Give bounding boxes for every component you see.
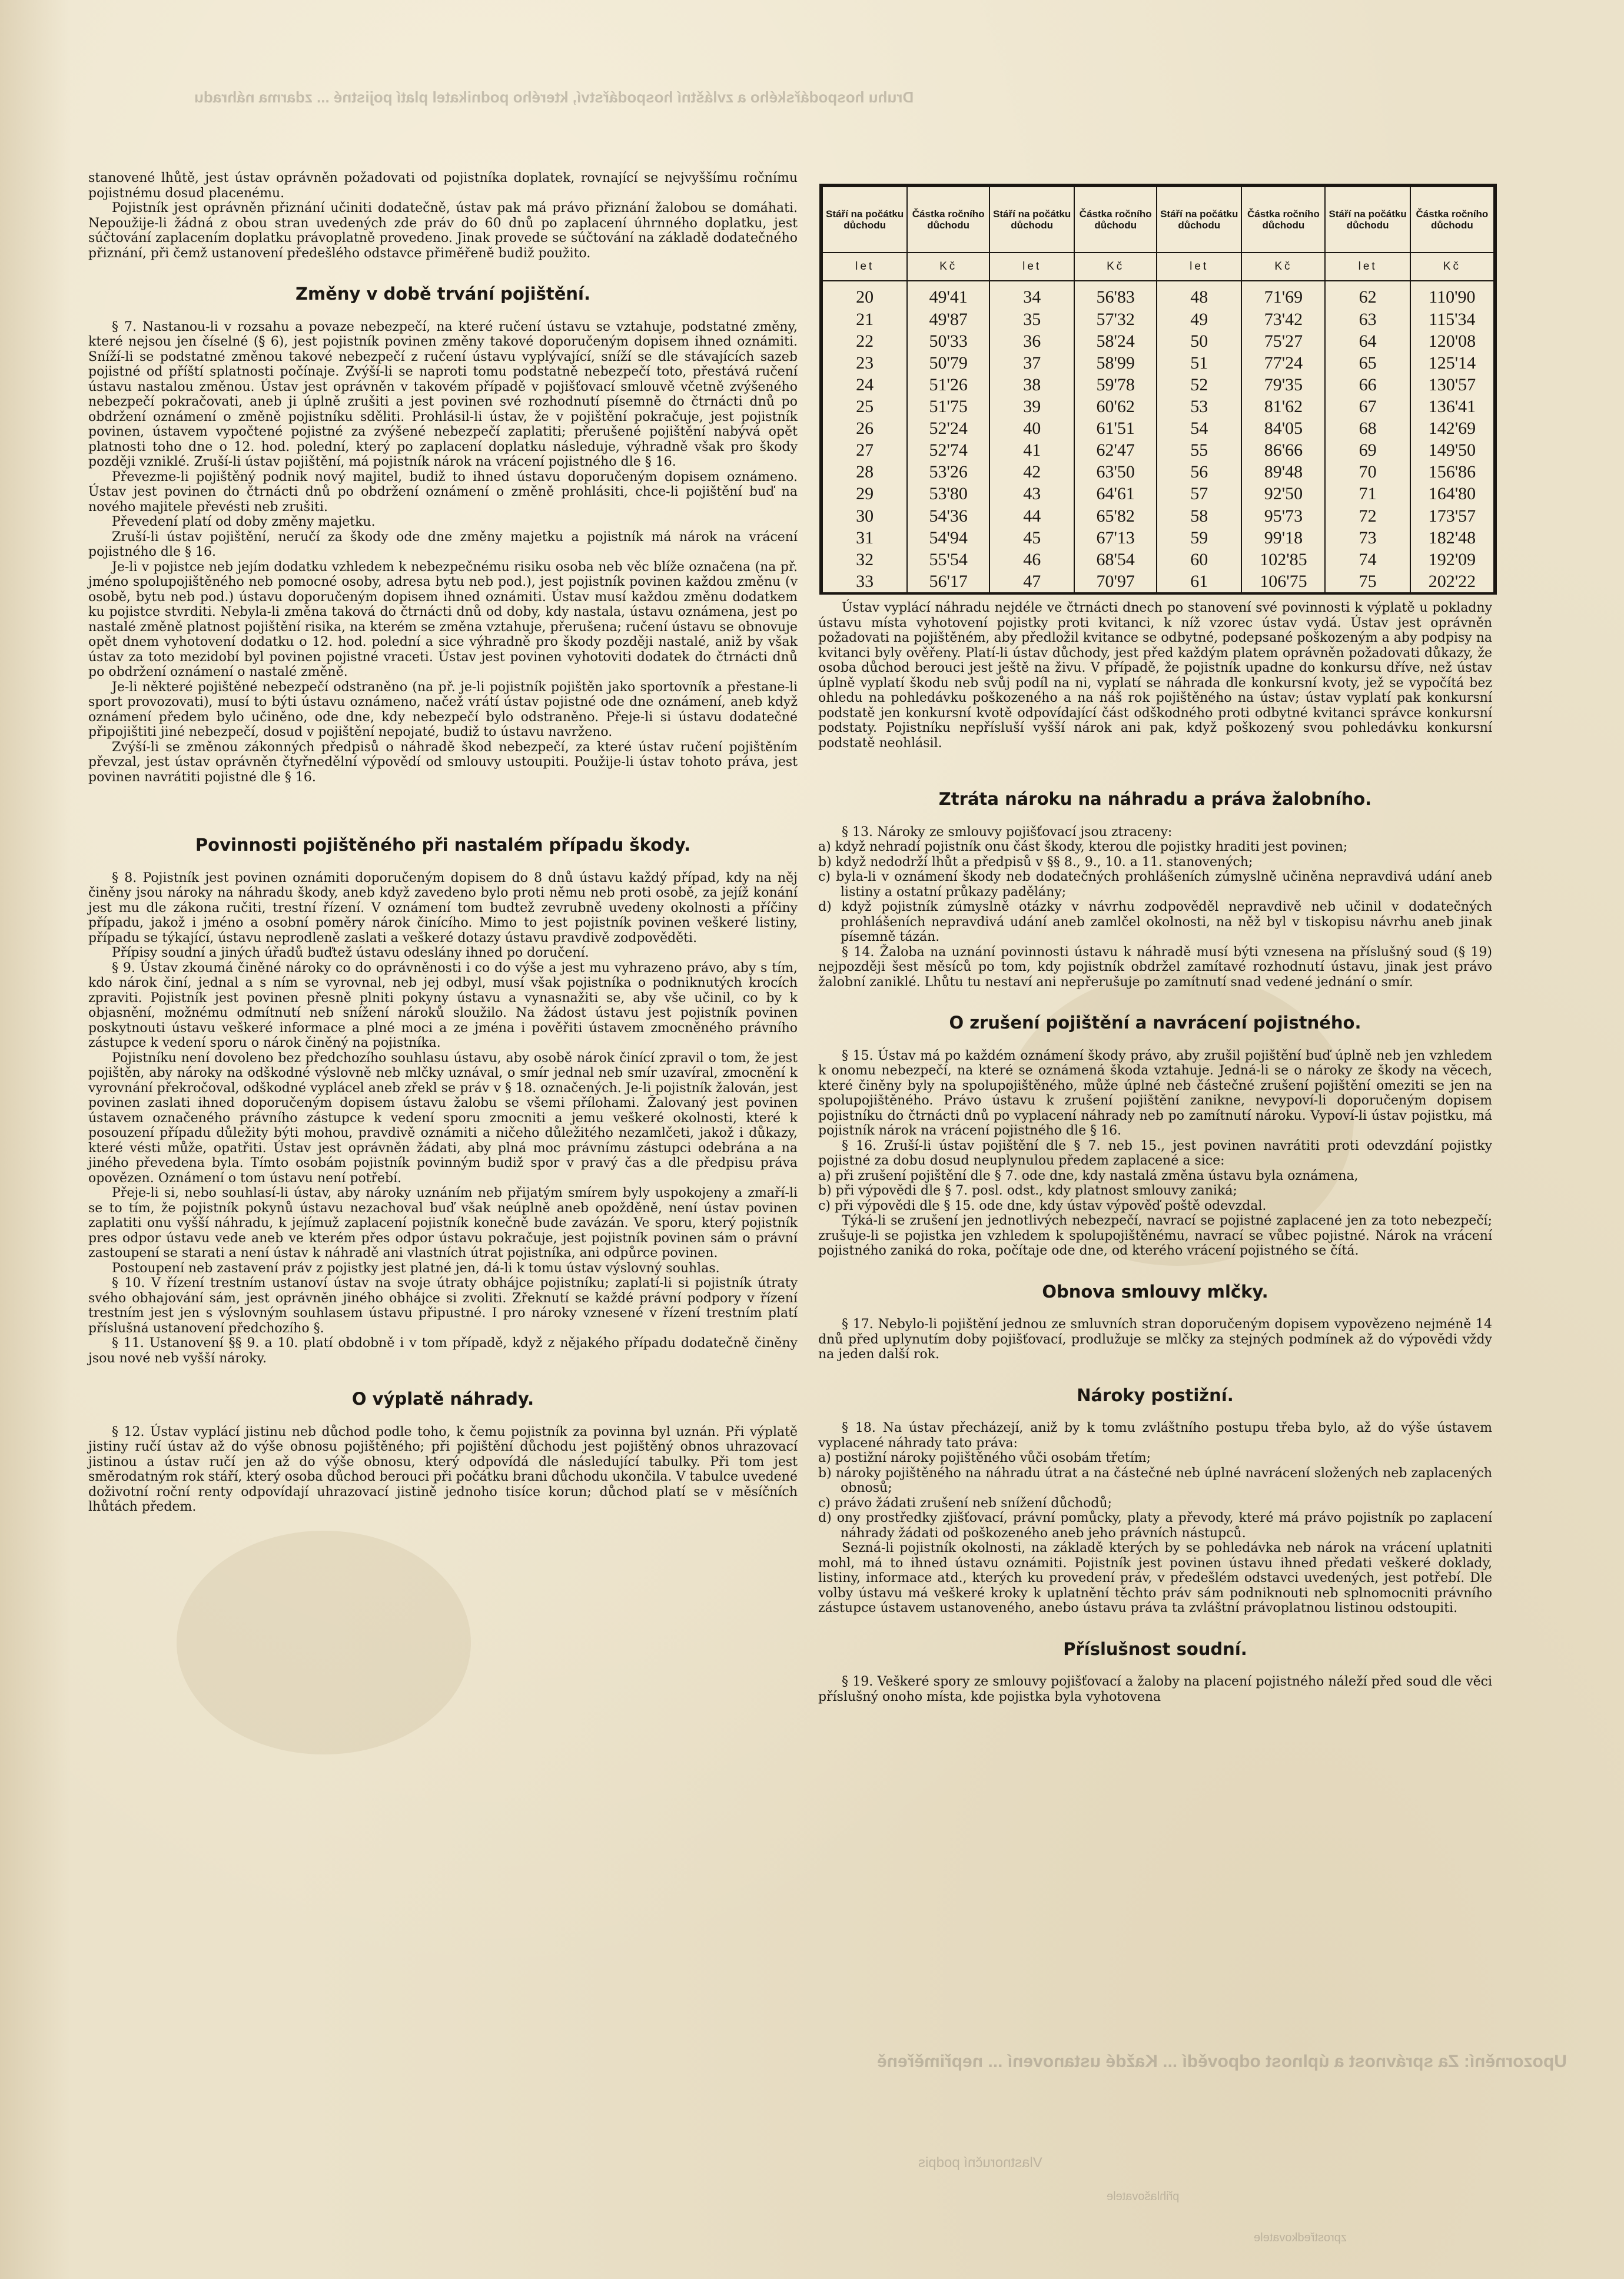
table-cell-age: 33 [822,570,907,592]
table-cell-amount: 136'41 [1410,396,1494,417]
paragraph: Pojistník jest oprávněn přiznání učiniti dodatečně, ústav pak má právo přiznání žalobou se domáhati. Nepoužije-li žádná z obou stran uvedených zde práv do 60 dnů po zaplacení úhrnného doplatku, jest súčtování zaplacením doplatku právoplatně provedeno. Jinak provede se súčtování na základě dodatečného přiznání, při čemž ustanovení předešlého odstavce přiměřeně budiž použito. [88,201,798,261]
table-cell-age: 55 [1157,439,1241,461]
table-cell-amount: 182'48 [1410,527,1494,549]
table-cell-age: 29 [822,483,907,505]
paragraph: Převedení platí od doby změny majetku. [112,515,376,529]
paragraph: Zruší-li ústav pojištění, neručí za škody ode dne změny majetku a pojistník má nárok na vrácení pojistného dle § 16. [88,529,798,559]
unit-label: let [1157,253,1241,280]
table-cell-amount: 65'82 [1074,505,1157,527]
table-cell-amount: 192'09 [1410,549,1494,570]
show-through-line: Upozornění: Za správnost a úplnost odpovědí ... Každé ustanovení ... nepřiměřeně [877,2052,1567,2071]
table-cell-age: 57 [1157,483,1241,505]
table-cell-age: 67 [1325,396,1410,417]
table-cell-amount: 92'50 [1241,483,1325,505]
table-cell-age: 32 [822,549,907,570]
table-cell-amount: 102'85 [1241,549,1325,570]
table-cell-age: 65 [1325,352,1410,374]
table-cell-amount: 79'35 [1241,374,1325,396]
paragraph: Je-li v pojistce neb jejím dodatku vzhledem k nebezpečnému risiku osoba neb věc blíže označena (na př. jméno spolupojištěného neb pomocné osoby, adresa bytu neb pod.), jest pojistník povinen každou změnu (v osobě, bytu neb pod.) ústavu doporučeným dopisem ihned oznámiti. Ústav musí každou změnu dodatkem ku pojistce stvrditi. Nebyla-li změna taková do čtrnácti dnů od doby, kdy nastala, ústavu oznámena, jest po nastalé změně platnost pojištění risika, na kterém se změna vztahuje, přerušena; ručení ústavu se obnovuje opět dnem vyhotovení dodatku o 12. hod. polední a sice výhradně pro škody později nastalé, aniž by však ústav za toto mezidobí byl povinen pojistné vraceti. Ústav jest povinen vyhotoviti dodatek do čtrnácti dnů po obdržení oznámení o nastalé změně. [88,559,798,679]
table-cell-age: 68 [1325,417,1410,439]
section-heading: Povinnosti pojištěného při nastalém případu škody. [195,835,691,855]
left-column [88,171,798,1515]
table-cell-amount: 59'78 [1074,374,1157,396]
table-cell-age: 40 [989,417,1074,439]
paragraph: § 14. Žaloba na uznání povinnosti ústavu k náhradě musí býti vznesena na příslušný soud (§ 19) nejpozději šest měsíců po tom, kdy pojistník obdržel zamítavé rozhodnutí ústavu, jinak jest právo žalobní zaniklé. Lhůtu tu nestaví ani nepřerušuje po zamítnutí snad vedené jednání o smír. [818,944,1492,990]
table-cell-amount: 130'57 [1410,374,1494,396]
table-cell-amount: 70'97 [1074,570,1157,592]
table-cell-amount: 84'05 [1241,417,1325,439]
table-cell-age: 37 [989,352,1074,374]
list-item: b) nároky pojištěného na náhradu útrat a na částečné neb úplné navrácení složených neb zaplacených obnosů; [818,1465,1492,1495]
table-cell-amount: 50'33 [907,330,989,352]
table-cell-amount: 58'99 [1074,352,1157,374]
table-cell-age: 36 [989,330,1074,352]
table-cell-amount: 156'86 [1410,461,1494,483]
table-cell-age: 54 [1157,417,1241,439]
table-cell-age: 38 [989,374,1074,396]
table-cell-age: 31 [822,527,907,549]
right-column [818,601,1492,1704]
table-cell-age: 59 [1157,527,1241,549]
section-heading: Příslušnost soudní. [1063,1638,1247,1659]
section-heading: O výplatě náhrady. [351,1389,534,1409]
table-row [822,527,1494,549]
show-through-line: přihlašovatele [1107,2190,1180,2203]
table-row [822,505,1494,527]
table-row [822,483,1494,505]
table-cell-age: 24 [822,374,907,396]
show-through-line: zprostředkovatele [1254,2231,1347,2244]
table-cell-age: 61 [1157,570,1241,592]
paragraph: § 8. Pojistník jest povinen oznámiti doporučeným dopisem do 8 dnů ústavu každý případ, kdy na něj činěny jsou nároky na náhradu škody, aneb když zavedeno bylo proti němu neb proti osobě, za jejíž konání jest mu dle zákona ručiti, trestní řízení. V oznámení tom budtež zevrubně uvedeny okolnosti a příčiny případu, jakož i jméno a osobní poměry nárok činícího. Mimo to jest pojistník povinen veškeré listiny, případu se týkající, ústavu neprodleně zaslati a veškeré dotazy ústavu pravdivě zodpověděti. [88,870,798,946]
table-cell-amount: 81'62 [1241,396,1325,417]
table-cell-age: 46 [989,549,1074,570]
table-cell-age: 34 [989,281,1074,308]
unit-label: Kč [907,253,989,280]
table-cell-age: 66 [1325,374,1410,396]
table-cell-age: 27 [822,439,907,461]
list-item: c) byla-li v oznámení škody neb dodatečných prohlášeních zúmyslně učiněna nepravdivá udání aneb listiny a ostatní průkazy padělány; [818,870,1492,900]
paragraph: § 16. Zruší-li ústav pojištění dle § 7. neb 15., jest povinen navrátiti proti odevzdání pojistky pojistné za dobu dosud neuplynulou předem zaplacené a sice: [818,1138,1492,1168]
table-row [822,439,1494,461]
table-row [822,374,1494,396]
paper-edge [0,0,71,2279]
paragraph: § 11. Ustanovení §§ 9. a 10. platí obdobně i v tom případě, když z nějakého případu dodatečně činěny jsou nové neb vyšší nároky. [88,1336,798,1366]
table-cell-age: 21 [822,308,907,330]
table-header-amount: Částka ročního důchodu [907,187,989,253]
paragraph: § 18. Na ústav přecházejí, aniž by k tomu zvláštního postupu třeba bylo, až do výše ústavem vyplacené náhrady tato práva: [818,1421,1492,1451]
table-cell-age: 60 [1157,549,1241,570]
table-header-age: Stáří na počátku důchodu [989,187,1074,253]
table-cell-age: 39 [989,396,1074,417]
table-cell-amount: 51'26 [907,374,989,396]
paragraph: Postoupení neb zastavení práv z pojistky jest platné jen, dá-li k tomu ústav výslovný souhlas. [112,1260,720,1276]
table-cell-age: 43 [989,483,1074,505]
section-heading: Změny v době trvání pojištění. [295,284,591,304]
table-row [822,461,1494,483]
paragraph: § 19. Veškeré spory ze smlouvy pojišťovací a žaloby na placení pojistného náleží před soud dle věci příslušný onoho místa, kde pojistka byla vyhotovena [818,1674,1492,1704]
section-heading: Ztráta nároku na náhradu a práva žalobního. [938,789,1372,809]
table-cell-amount: 106'75 [1241,570,1325,592]
table-cell-amount: 58'24 [1074,330,1157,352]
table-row [822,570,1494,592]
table-cell-amount: 75'27 [1241,330,1325,352]
list-item: d) ony prostředky zjišťovací, právní pomůcky, platy a převody, které má právo pojistník po zaplacení náhrady žádati od poškozeného aneb jeho právních nástupců. [818,1511,1492,1541]
list-item: a) postižní nároky pojištěného vůči osobám třetím; [818,1451,1151,1465]
table-cell-amount: 115'34 [1410,308,1494,330]
table-cell-amount: 89'48 [1241,461,1325,483]
table-cell-age: 75 [1325,570,1410,592]
table-cell-amount: 63'50 [1074,461,1157,483]
table-cell-age: 51 [1157,352,1241,374]
table-cell-age: 50 [1157,330,1241,352]
paragraph: Převezme-li pojištěný podnik nový majitel, budiž to ihned ústavu doporučeným dopisem oznámeno. Ústav jest povinen do čtrnácti dnů po obdržení oznámení o změně prohlásiti, chce-li pojištění buď na nového majitele převésti neb zrušiti. [88,469,798,515]
list-item: c) při výpovědi dle § 15. ode dne, kdy ústav výpověď poště odevzdal. [818,1198,1267,1213]
paragraph: Přípisy soudní a jiných úřadů buďtež ústavu odeslány ihned po doručení. [112,946,589,960]
list-item: c) právo žádati zrušení neb snížení důchodů; [818,1495,1112,1511]
table-cell-amount: 52'24 [907,417,989,439]
table-header-age: Stáří na počátku důchodu [1325,187,1410,253]
table-cell-age: 53 [1157,396,1241,417]
paragraph: Přeje-li si, nebo souhlasí-li ústav, aby nároky uznáním neb přijatým smírem byly uspokojeny a zmaří-li se to tím, že pojistník pokynů ústavu nezachoval buď však neúplně aneb opožděně, není ústav povinen zaplatiti onu vyšší náhradu, k jejímuž zaplacení pojistník konečně bude zavázán. Ve sporu, který pojistník pres odpor ústavu vede aneb ve kterém přes odpor ústavu pokračuje, jest pojistník povinen sám o právní zastoupení se starati a není ústav k náhradě ani vlastních útrat pojistníka, ani odpůrce povinen. [88,1186,798,1260]
table-cell-age: 26 [822,417,907,439]
table-cell-amount: 52'74 [907,439,989,461]
table-cell-age: 23 [822,352,907,374]
table-cell-age: 58 [1157,505,1241,527]
table-cell-amount: 56'83 [1074,281,1157,308]
section-heading: O zrušení pojištění a navrácení pojistného. [949,1013,1361,1033]
table-cell-amount: 60'62 [1074,396,1157,417]
table-cell-amount: 51'75 [907,396,989,417]
table-row [822,308,1494,330]
list-item: b) při výpovědi dle § 7. posl. odst., kdy platnost smlouvy zaniká; [818,1183,1237,1198]
paragraph: Sezná-li pojistník okolnosti, na základě kterých by se pohledávka neb nárok na vrácení uplatniti mohl, má to ihned ústavu oznámiti. Pojistník jest povinen ústavu ihned předati veškeré doklady, listiny, informace atd., kterých ku provedení práv, v předešlém odstavci uvedených, jest potřebí. Dle volby ústavu má veškeré kroky k uplatnění těchto práv sám podniknouti neb splnomocniti právního zástupce ústavem ustanoveného, anebo ústavu práva ta zvláštní právoplatnou listinou odstoupiti. [818,1541,1492,1615]
table-cell-amount: 77'24 [1241,352,1325,374]
annuity-table [819,184,1497,595]
table-cell-amount: 120'08 [1410,330,1494,352]
table-cell-age: 64 [1325,330,1410,352]
unit-label: Kč [1410,253,1494,280]
table-cell-age: 63 [1325,308,1410,330]
table-row [822,330,1494,352]
table-row [822,396,1494,417]
show-through-top: Druhu hospodářského a zvláštní hospodářství, kterého podnikatel platí pojistné ... zdarma náhradu [194,88,914,106]
table-cell-age: 30 [822,505,907,527]
table-row [822,417,1494,439]
unit-label: let [1325,253,1410,280]
paragraph: Ústav vyplácí náhradu nejdéle ve čtrnácti dnech po stanovení své povinnosti k výplatě u pokladny ústavu místa vyhotovení pojistky proti kvitanci, k níž vzorec ústav vydá. Ústav jest oprávněn požadovati na pojištěném, aby předložil kvitance se odbytné, podepsané poškozeným a aby podpisy na kvitanci byly ověřeny. Platí-li ústav důchody, jest před každým platem oprávněn požadovati důkazy, že osoba důchod berouci jest ještě na živu. V případě, že pojistník upadne do konkursu dříve, než ústav úplně vyplatí škodu neb svůj podíl na ni, vyplatí se náhrada dle konkursní kvoty, jež se vypočítá bez ohledu na pohledávku poškozeného a na náš rok pojištěného na ústav; ústav vyplatí pak konkursní podstatě jen konkursní kvotě odpovídající část odškodného proti odbytné kvitanci správce konkursní podstaty. Pojistníku nepřísluší vyšší nárok ani pak, když poškozený svou pohledávku konkursní podstatě neohlásil. [818,601,1492,751]
list-item: d) když pojistník zúmyslně otázky v návrhu zodpověděl nepravdivě neb učinil v dodatečných prohlášeních nepravdivá udání aneb zamlčel okolnosti, na něž byl v tiskopisu návrhu aneb jinak písemně tázán. [818,900,1492,944]
table-cell-age: 70 [1325,461,1410,483]
table-row [822,549,1494,570]
table-cell-amount: 86'66 [1241,439,1325,461]
table-cell-amount: 49'41 [907,281,989,308]
paragraph: § 13. Nároky ze smlouvy pojišťovací jsou ztraceny: [842,824,1173,840]
unit-label: Kč [1074,253,1157,280]
table-cell-age: 41 [989,439,1074,461]
table-cell-amount: 57'32 [1074,308,1157,330]
table-cell-age: 45 [989,527,1074,549]
table-cell-age: 49 [1157,308,1241,330]
table-cell-age: 44 [989,505,1074,527]
table-header-age: Stáří na počátku důchodu [1157,187,1241,253]
table-cell-amount: 55'54 [907,549,989,570]
table-cell-age: 28 [822,461,907,483]
table-cell-amount: 68'54 [1074,549,1157,570]
table-cell-amount: 142'69 [1410,417,1494,439]
table-cell-amount: 67'13 [1074,527,1157,549]
list-item: a) když nehradí pojistník onu část škody, kterou dle pojistky hraditi jest povinen; [818,840,1348,854]
annuity-table-grid [822,186,1495,592]
table-cell-amount: 54'36 [907,505,989,527]
section-heading: Obnova smlouvy mlčky. [1042,1281,1268,1302]
paragraph: § 15. Ústav má po každém oznámení škody právo, aby zrušil pojištění buď úplně neb jen vzhledem k onomu nebezpečí, na které se oznámená škoda vztahuje. Jedná-li se o nároky ze škody na věcech, které činěny byly na spolupojištěného, může úplné neb částečné zrušení pojištění omeziti se jen na spolupojištěného. Právo ústavu k zrušení pojištění zanikne, nevypoví-li doporučeným dopisem pojistníku do čtrnácti dnů po vyplacení náhrady neb po zamítnutí nároku. Vypoví-li ústav pojistku, má pojistník nárok na vrácení pojistného dle § 16. [818,1048,1492,1138]
table-cell-age: 62 [1325,281,1410,308]
list-item: a) při zrušení pojištění dle § 7. ode dne, kdy nastalá změna ústavu byla oznámena, [818,1168,1359,1183]
table-cell-age: 47 [989,570,1074,592]
table-cell-age: 73 [1325,527,1410,549]
table-cell-amount: 110'90 [1410,281,1494,308]
table-cell-age: 56 [1157,461,1241,483]
table-cell-amount: 53'26 [907,461,989,483]
table-cell-age: 25 [822,396,907,417]
section-heading: Nároky postižní. [1077,1385,1234,1405]
table-row [822,352,1494,374]
table-cell-amount: 53'80 [907,483,989,505]
unit-label: let [822,253,907,280]
table-cell-amount: 125'14 [1410,352,1494,374]
paragraph: § 17. Nebylo-li pojištění jednou ze smluvních stran doporučeným dopisem vypovězeno nejméně 14 dnů před uplynutím doby pojišťovací, prodlužuje se mlčky za stejných podmínek až do výpovědi vždy na jeden další rok. [818,1317,1492,1362]
table-cell-amount: 50'79 [907,352,989,374]
table-cell-amount: 64'61 [1074,483,1157,505]
table-cell-age: 35 [989,308,1074,330]
paragraph: § 9. Ústav zkoumá činěné nároky co do oprávněnosti i co do výše a jest mu vyhrazeno právo, aby s tím, kdo nárok činí, jednal a s ním se vyrovnal, neb jej odbyl, musí však pojistníka o podniknutých krocích zpraviti. Pojistník jest povinen přesně plniti pokyny ústavu a vynasnažiti se, aby vše učinil, co by k objasnění, možnému odmítnutí neb snížení nároků sloužilo. Na žádost ústavu jest pojistník povinen poskytnouti ústavu veškeré informace a plné moci a ze jména i pověřiti ústavem zmocněného právního zástupce k vedení sporu o nárok činěný na pojistníka. [88,960,798,1050]
paragraph: Týká-li se zrušení jen jednotlivých nebezpečí, navrací se pojistné zaplacené jen za toto nebezpečí; zrušuje-li se pojistka jen vzhledem k spolupojištěnému, navrací se vůbec pojistné. Nárok na vrácení pojistného zaniká do roka, počítaje ode dne, od kterého vrácení pojistného se čítá. [818,1213,1492,1258]
table-cell-age: 48 [1157,281,1241,308]
table-cell-amount: 99'18 [1241,527,1325,549]
table-cell-age: 74 [1325,549,1410,570]
paragraph: § 10. V řízení trestním ustanoví ústav na svoje útraty obhájce pojistníku; zaplatí-li si pojistník útraty svého obhajování sám, jest oprávněn jiného obhájce si zvoliti. Zřeknutí se každé právní podpory v řízení trestním jest jen s výslovným souhlasem ústavu připustné. I pro nároky vznesené v řízení trestním platí příslušná ustanovení předchozího §. [88,1276,798,1336]
table-header-age: Stáří na počátku důchodu [822,187,907,253]
paragraph: Pojistníku není dovoleno bez předchozího souhlasu ústavu, aby osobě nárok činící zpravil o tom, že jest pojištěn, aby nároky na odškodné výslovně neb mlčky uznával, o smír jednal neb smír uzavíral, zmocnění k vyrovnání překročoval, odškodné vyplácel aneb zřekl se práv v § 18. označených. Je-li pojistník žalován, jest povinen zaslati ihned doporučeným dopisem ústavu žalobu se všemi přílohami. Žalovaný jest povinen ústavem označeného právního zástupce k vedení sporu zmocniti a jemu veškeré okolnosti, které k posouzení případu důležity býti mohou, pravdivě oznámiti a ničeho důležitého nezamlčeti, jakož i důkazy, které vésti může, opatřiti. Ústav jest oprávněn žádati, aby plná moc právnímu zástupci odebrána a na jiného převedena byla. Tímto osobám pojistník povinným budiž spor v pravý čas a dle předpisu práva opovězen. Oznámení o tom ústavu není potřebí. [88,1050,798,1186]
table-cell-amount: 62'47 [1074,439,1157,461]
paragraph: § 7. Nastanou-li v rozsahu a povaze nebezpečí, na které ručení ústavu se vztahuje, podstatné změny, které nejsou jen číselné (§ 6), jest pojistník povinen změny takové doporučeným dopisem ihned oznámiti. Sníží-li se podstatné změnou takové nebezpečí z ručení ústavu vyplývající, sníží se dle stávajících sazeb pojistné od příští splatnosti počínaje. Zvýší-li se naproti tomu podstatně nebezpečí toto, přestává ručení ústavu nastalou změnou. Ústav jest oprávněn v takovém případě v pojišťovací smlouvě včetně zvýšeného nebezpečí pokračovati, aneb ji úplně zrušiti a jest povinen své rozhodnutí písemně do čtrnácti dnů po obdržení oznámení o změně pojistníku sděliti. Prohlásil-li ústav, že v pojištění pokračuje, jest pojistník povinen, ústavem vypočtené pojistné za zvýšené nebezpečí zaplatiti; přerušené pojištění nabývá opět platnosti toho dne o 12. hod. polední, který po zaplacení doplatku následuje, výhradně však pro škody později vzniklé. Zruší-li ústav pojištění, má pojistník nárok na vrácení pojistného dle § 16. [88,319,798,469]
table-cell-amount: 54'94 [907,527,989,549]
list-item: b) když nedodrží lhůt a předpisů v §§ 8., 9., 10. a 11. stanovených; [818,854,1253,870]
table-header-amount: Částka ročního důchodu [1074,187,1157,253]
paragraph: stanovené lhůtě, jest ústav oprávněn požadovati od pojistníka doplatek, rovnající se nejvyššímu ročnímu pojistnému dosud placenému. [88,171,798,201]
table-cell-amount: 173'57 [1410,505,1494,527]
table-cell-amount: 71'69 [1241,281,1325,308]
unit-label: Kč [1241,253,1325,280]
table-cell-amount: 73'42 [1241,308,1325,330]
paragraph: Zvýší-li se změnou zákonných předpisů o náhradě škod nebezpečí, za které ústav ručení pojištěním převzal, jest ústav oprávněn čtyřnedělní výpovědí od smlouvy ustoupiti. Použije-li ústav tohoto práva, jest povinen navrátiti pojistné dle § 16. [88,739,798,785]
table-cell-amount: 49'87 [907,308,989,330]
table-row [822,281,1494,308]
show-through-line: Vlastnoruční podpis [918,2155,1042,2171]
table-body [822,281,1494,592]
table-cell-amount: 95'73 [1241,505,1325,527]
table-cell-amount: 61'51 [1074,417,1157,439]
table-cell-age: 72 [1325,505,1410,527]
table-cell-age: 69 [1325,439,1410,461]
table-cell-age: 42 [989,461,1074,483]
paragraph: § 12. Ústav vyplácí jistinu neb důchod podle toho, k čemu pojistník za povinna byl uznán. Při výplatě jistiny ručí ústav až do výše obnosu pojištěného; při pojištění důchodu jest pojištěný obnos uhrazovací jistinou a ústav ručí jen až do výše obnosu, který odpovídá dle následující tabulky. Při tom jest směrodatným rok stáří, který osoba důchod berouci při počátku brani důchodu ukončila. V tabulce uvedené doživotní roční renty odpovídají uhrazovací jistině jednoho tisíce korun; důchod platí se v měsíčních lhůtách předem. [88,1424,798,1514]
paper-stain [177,1531,471,1754]
table-cell-age: 20 [822,281,907,308]
unit-label: let [989,253,1074,280]
table-cell-amount: 164'80 [1410,483,1494,505]
table-cell-amount: 202'22 [1410,570,1494,592]
paragraph: Je-li některé pojištěné nebezpečí odstraněno (na př. je-li pojistník pojištěn jako sportovník a přestane-li sport provozovati), musí to býti ústavu oznámeno, načež vrátí ústav pojistné ode dne oznámení, aneb když oznámení předem bylo učiněno, ode dne, kdy nebezpečí bylo odstraněno. Přeje-li si ústavu dodatečné připojištiti jiné nebezpečí, dosud v pojištění nepojaté, budiž to ústavu navrženo. [88,679,798,739]
table-cell-amount: 149'50 [1410,439,1494,461]
table-cell-age: 52 [1157,374,1241,396]
table-cell-amount: 56'17 [907,570,989,592]
table-cell-age: 22 [822,330,907,352]
table-header-amount: Částka ročního důchodu [1241,187,1325,253]
table-header-amount: Částka ročního důchodu [1410,187,1494,253]
table-cell-age: 71 [1325,483,1410,505]
